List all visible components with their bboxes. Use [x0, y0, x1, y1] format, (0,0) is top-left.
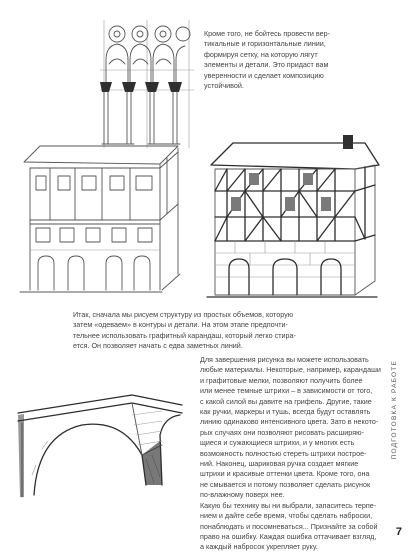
section-label: ПОДГОТОВКА К РАБОТЕ — [391, 360, 398, 460]
text-line: не смывается и потому позволяет сделать рисунок — [200, 479, 371, 489]
text-line: затем «одеваем» в контуры и детали. На этом этапе предпочти- — [73, 320, 288, 330]
text-line: возможность полностью стереть штрихи построе- — [200, 448, 367, 458]
text-line: ется. Он позволяет начать с едва заметных линий. — [73, 341, 243, 351]
text-line: тельнее использовать графитный карандаш, который легко стира- — [73, 330, 296, 340]
intro-paragraph — [204, 29, 369, 91]
text-line: с какой силой вы давите на грифель. Другие, такие — [200, 396, 372, 406]
structure-paragraph — [73, 310, 333, 352]
text-line: тикальные и горизонтальные линии, — [204, 39, 326, 49]
text-line: ний. Наконец, шариковая ручка создает мягкие — [200, 459, 359, 469]
half-timbered-house-sketch — [205, 135, 385, 305]
text-line: элементы и детали. Это придаст вам — [204, 60, 329, 70]
text-line: право на ошибку. Каждая ошибка оттачивает взгляд, — [200, 531, 377, 541]
page-number: 7 — [395, 526, 402, 538]
text-line: рых случаях они позволяют рисовать расширяю- — [200, 427, 364, 437]
text-line: или менее темные штрихи – в зависимости от того, — [200, 386, 373, 396]
text-line: нием и дайте себе время, чтобы сделать наброски, — [200, 511, 373, 521]
text-line: а каждый набросок укрепляет руку. — [200, 542, 318, 552]
gothic-arcade-sketch — [100, 20, 195, 150]
text-line: Какую бы технику вы ни выбрали, запаситесь терпе- — [200, 500, 377, 510]
text-line: штрихи и красивые оттенки цвета. Кроме того, она — [200, 469, 370, 479]
building-construction-sketch — [10, 140, 190, 300]
text-line: как ручки, маркеры и тушь, всегда будут оставлять — [200, 407, 371, 417]
text-line: щиеся и сужающиеся штрихи, и у многих есть — [200, 438, 355, 448]
text-line: по-влажному поверх нее. — [200, 490, 285, 500]
text-line: линию одинаково интенсивного цвета. Зато в некото- — [200, 417, 379, 427]
text-line: формируя сетку, на которую лягут — [204, 49, 318, 59]
text-line: уверенности и сделает композицию — [204, 70, 324, 80]
text-line: Для завершения рисунка вы можете использовать — [200, 355, 369, 364]
text-line: понаблюдать и посомневаться... Признайте за собой — [200, 521, 378, 531]
bridge-sketch — [12, 385, 192, 505]
text-line: Кроме того, не бойтесь провести вер- — [204, 29, 331, 38]
text-line: Итак, сначала мы рисуем структуру из простых объемов, которую — [73, 310, 294, 319]
materials-paragraph — [200, 355, 381, 553]
text-line: устойчивой. — [204, 81, 244, 91]
text-line: любые материалы. Некоторые, например, карандаши — [200, 365, 381, 375]
text-line: и графитовые мелки, позволяют получить более — [200, 375, 363, 385]
